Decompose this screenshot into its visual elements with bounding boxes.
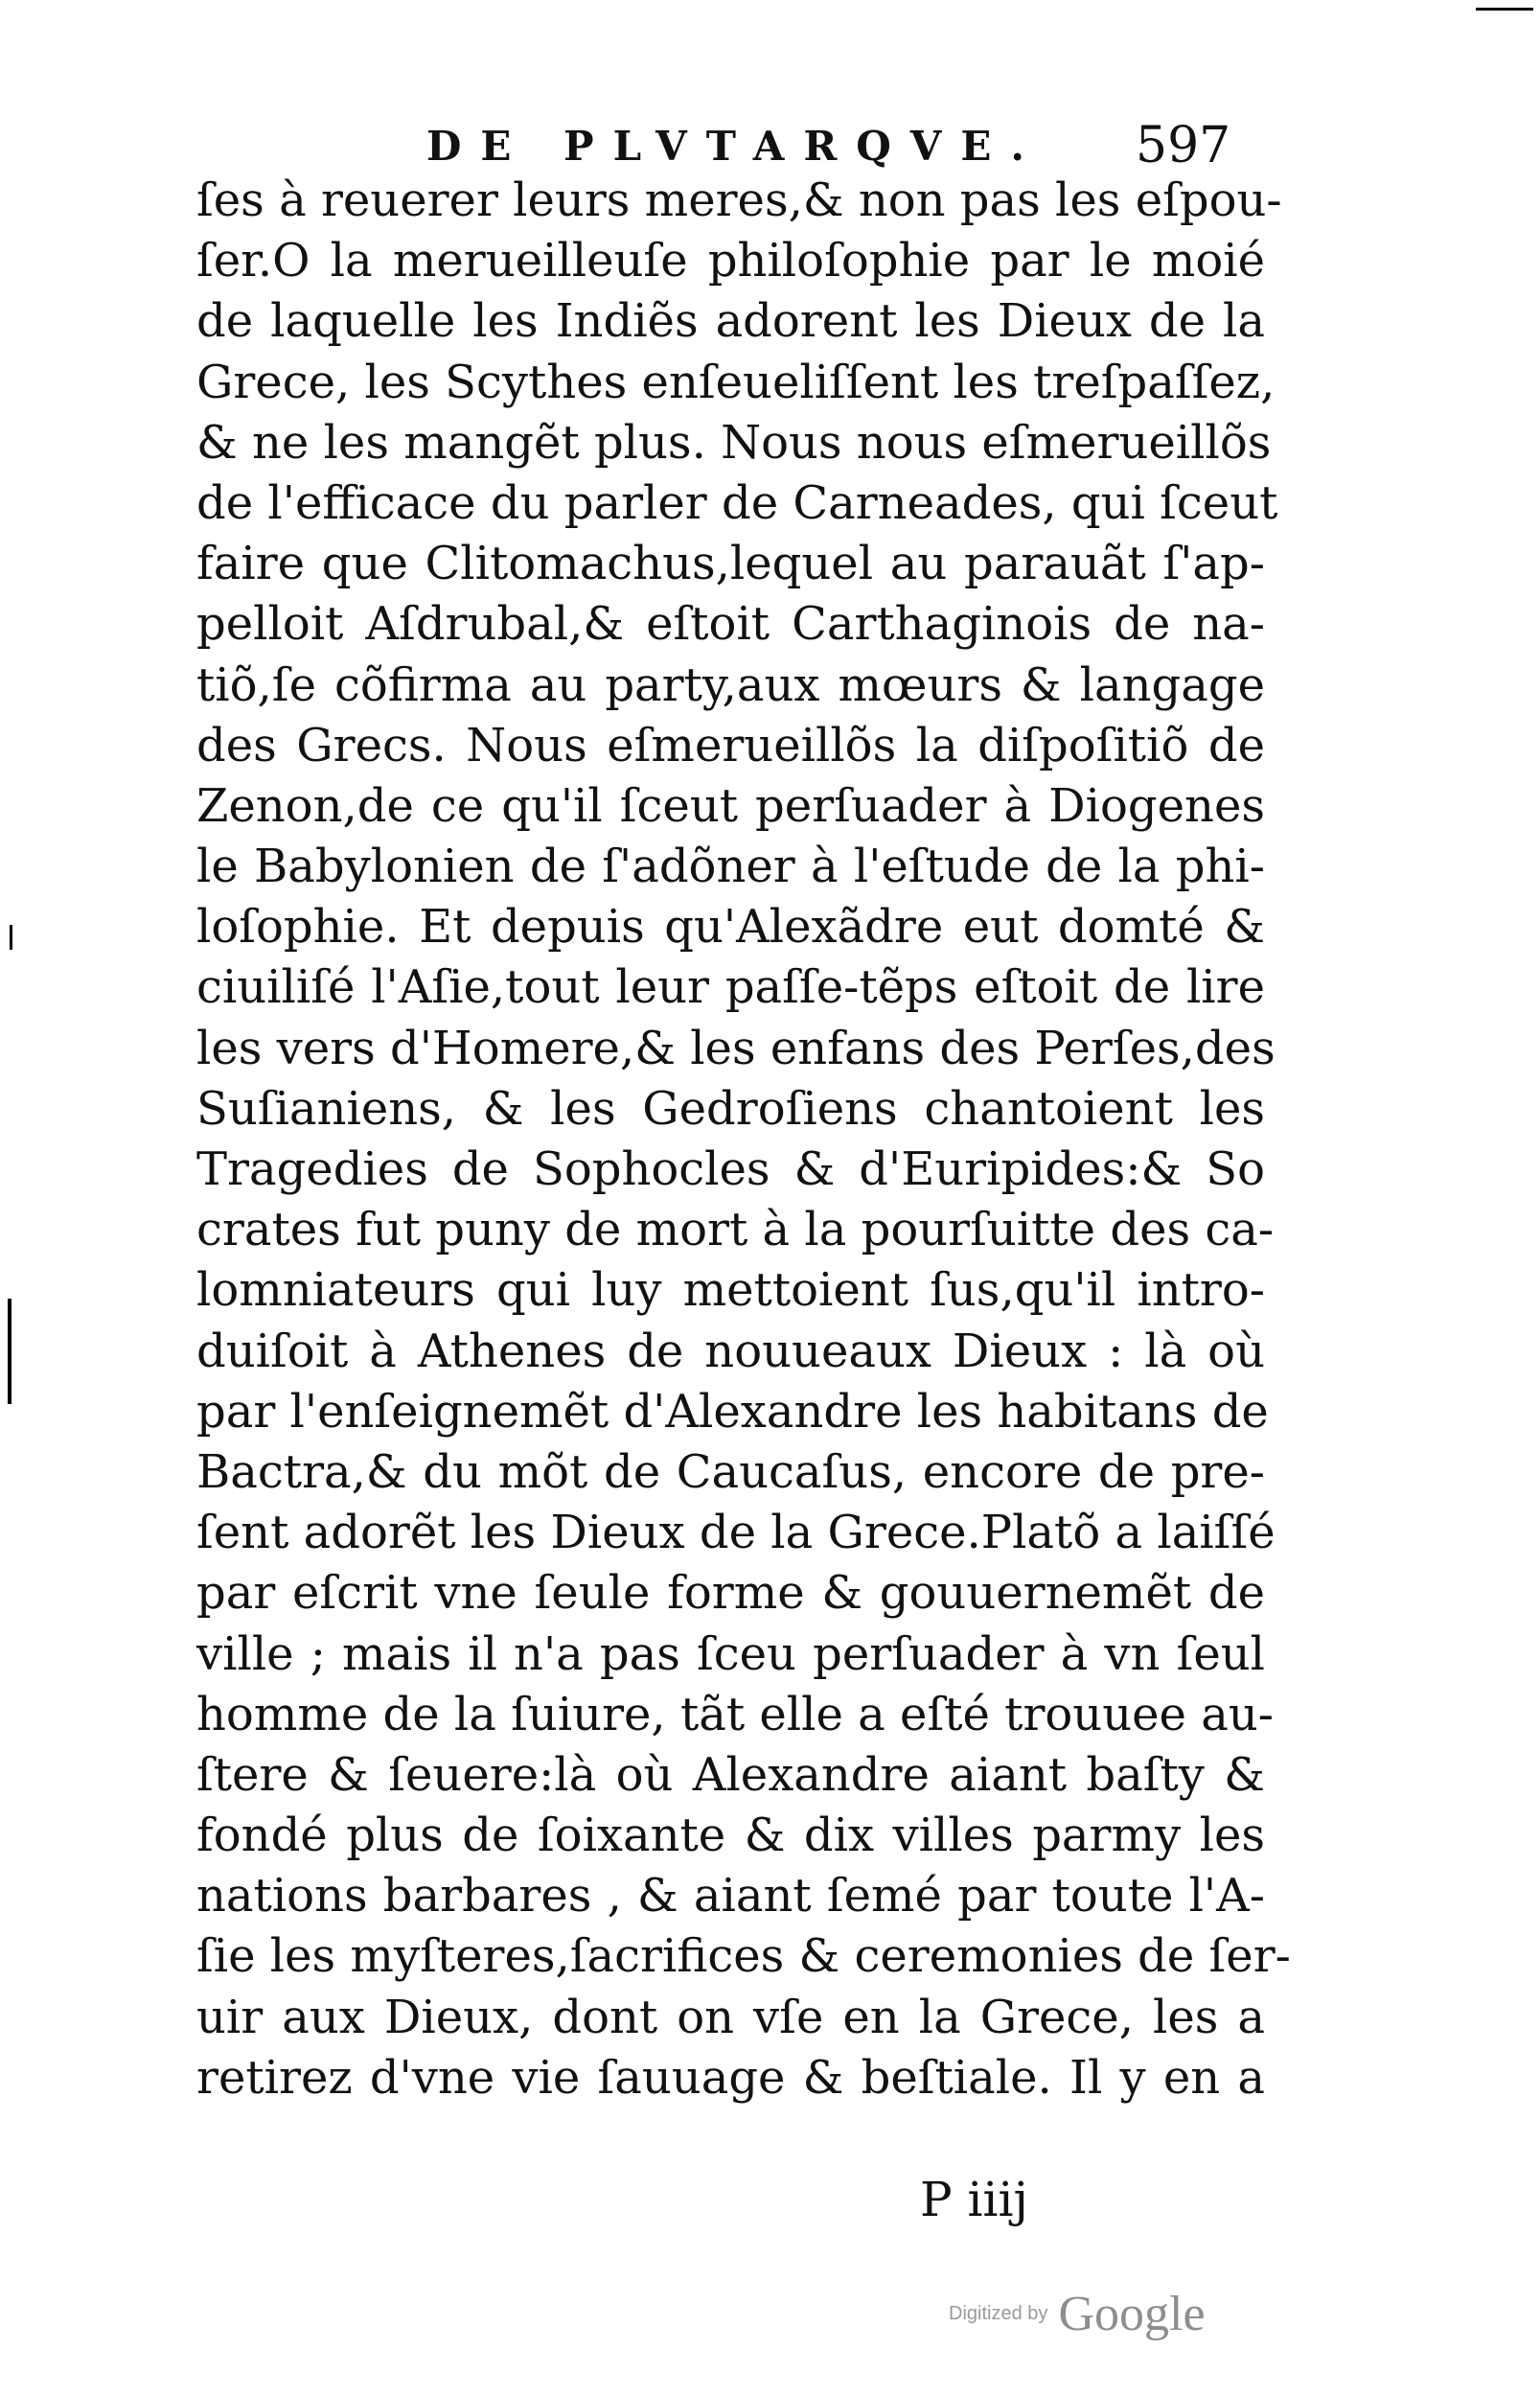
text-line: par eſcrit vne ſeule forme & gouuernemẽt de [196,1566,1265,1621]
google-logo: Google [1058,2287,1206,2341]
text-line: des Grecs. Nous eſmerueillõs la diſpoſitiõ de [196,718,1265,772]
text-line: lomniateurs qui luy mettoient ſus,qu'il intro- [196,1263,1265,1318]
text-line: fondé plus de ſoixante & dix villes parmy les [196,1809,1265,1863]
text-line: uir aux Dieux, dont on vſe en la Grece, les a [196,1990,1265,2044]
text-line: nations barbares , & aiant ſemé par toute l'A- [196,1869,1265,1924]
text-line: faire que Clitomachus,lequel au parauãt ſ'ap- [196,537,1265,591]
digitized-prefix: Digitized by [949,2303,1048,2324]
text-line: de l'efficace du parler de Carneades, qui ſceut [196,475,1278,530]
left-edge-mark [8,1299,11,1404]
text-line: retirez d'vne vie ſauuage & beſtiale. Il y en a [196,2050,1265,2105]
text-line: loſophie. Et depuis qu'Alexãdre eut domté & [196,900,1265,955]
running-head: DE PLVTARQVE. [426,123,1045,170]
top-right-edge-mark [1476,8,1533,11]
text-line: pelloit Aſdrubal,& eſtoit Carthaginois de na- [196,597,1265,652]
signature-mark: P iiij [920,2172,1029,2227]
page-number: 597 [1136,117,1231,174]
text-line: homme de la ſuiure, tãt elle a eſté trouuee au- [196,1687,1274,1741]
text-line: ſie les myſteres,ſacrifices & ceremonies de ſer- [196,1929,1291,1984]
text-line: par l'enſeignemẽt d'Alexandre les habitans de [196,1384,1269,1439]
text-line: de laquelle les Indiẽs adorent les Dieux de la [196,294,1265,349]
text-line: duiſoit à Athenes de nouueaux Dieux : là où [196,1324,1265,1378]
text-line: les vers d'Homere,& les enfans des Perſes,des [196,1021,1276,1075]
text-line: Tragedies de Sophocles & d'Euripides:& So [196,1142,1265,1196]
text-line: Zenon,de ce qu'il ſceut perſuader à Diogenes [196,778,1265,833]
text-line: crates fut puny de mort à la pourſuitte des ca- [196,1203,1275,1257]
digitized-watermark [949,2286,1206,2342]
text-line: ciuiliſé l'Aſie,tout leur paſſe-tẽps eſtoit de lire [196,960,1265,1015]
text-line: ſent adorẽt les Dieux de la Grece.Platõ a laiſſé [196,1506,1276,1560]
text-line: tiõ,ſe cõfirma au party,aux mœurs & langage [196,657,1265,712]
text-line: ſer.O la merueilleuſe philoſophie par le moié [196,234,1265,288]
text-line: ſtere & ſeuere:là où Alexandre aiant baſty & [196,1747,1265,1802]
text-line: Grece, les Scythes enſeueliſſent les treſpaſſez, [196,355,1276,409]
text-line: & ne les mangẽt plus. Nous nous eſmerueillõs [196,415,1272,470]
text-line: ſes à reuerer leurs meres,& non pas les eſpou- [196,173,1282,227]
body-text [196,171,1291,2108]
text-line: Suſianiens, & les Gedroſiens chantoient les [196,1081,1265,1136]
text-line: Bactra,& du mõt de Caucaſus, encore de pre- [196,1444,1265,1499]
left-edge-speck [10,925,12,950]
text-line: ville ; mais il n'a pas ſceu perſuader à vn ſeul [196,1626,1265,1681]
text-line: le Babylonien de ſ'adõner à l'eſtude de la phi- [196,840,1265,894]
